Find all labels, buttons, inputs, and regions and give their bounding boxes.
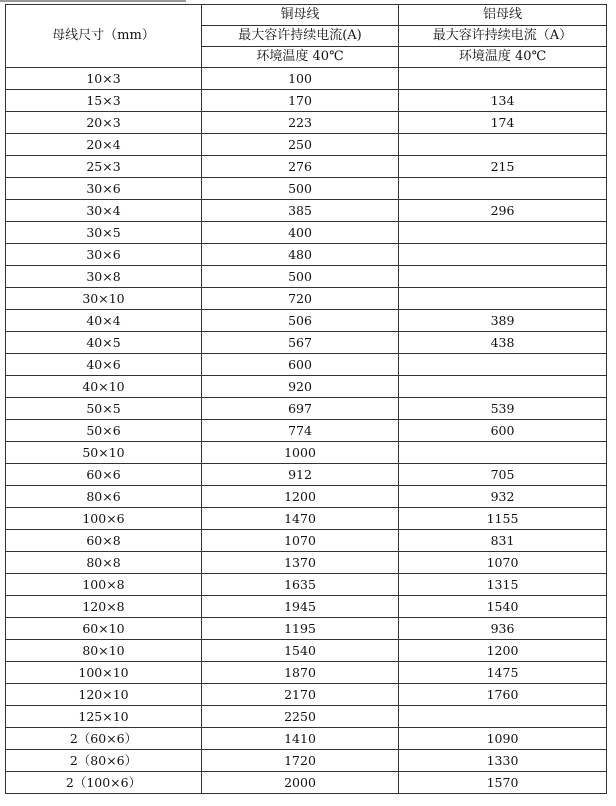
table-row: [6, 706, 607, 728]
cell-aluminum-current: [399, 68, 607, 90]
cell-size: 40×10: [6, 376, 202, 398]
cell-aluminum-current: [399, 288, 607, 310]
busbar-current-table: [5, 4, 607, 794]
cell-size: 2（100×6）: [6, 772, 202, 794]
cell-aluminum-current: 831: [399, 530, 607, 552]
cell-size: 10×3: [6, 68, 202, 90]
cell-aluminum-current: 1200: [399, 640, 607, 662]
header-row: [6, 5, 607, 26]
cell-copper-current: 276: [202, 156, 399, 178]
cell-copper-current: 2000: [202, 772, 399, 794]
header-copper-temp: 环境温度 40℃: [202, 47, 399, 68]
cell-copper-current: 385: [202, 200, 399, 222]
header-aluminum-current: 最大容许持续电流（A）: [399, 26, 607, 47]
cell-aluminum-current: 389: [399, 310, 607, 332]
cell-size: 80×8: [6, 552, 202, 574]
cell-copper-current: 912: [202, 464, 399, 486]
cell-aluminum-current: 600: [399, 420, 607, 442]
cell-copper-current: 1195: [202, 618, 399, 640]
cell-aluminum-current: 438: [399, 332, 607, 354]
table-row: [6, 376, 607, 398]
cell-copper-current: 400: [202, 222, 399, 244]
cell-aluminum-current: 296: [399, 200, 607, 222]
cell-copper-current: 500: [202, 266, 399, 288]
cell-aluminum-current: 1760: [399, 684, 607, 706]
cell-size: 100×8: [6, 574, 202, 596]
table-row: [6, 244, 607, 266]
cell-copper-current: 720: [202, 288, 399, 310]
table-row: [6, 222, 607, 244]
table-row: [6, 310, 607, 332]
cell-copper-current: 1470: [202, 508, 399, 530]
table-row: [6, 508, 607, 530]
cell-copper-current: 1540: [202, 640, 399, 662]
cell-copper-current: 1720: [202, 750, 399, 772]
cell-aluminum-current: 932: [399, 486, 607, 508]
header-copper-title: 铜母线: [202, 5, 399, 26]
header-size: 母线尺寸（mm）: [6, 5, 202, 68]
cell-copper-current: 1410: [202, 728, 399, 750]
cell-size: 80×10: [6, 640, 202, 662]
cell-size: 40×4: [6, 310, 202, 332]
header-aluminum-title: 铝母线: [399, 5, 607, 26]
cell-size: 60×6: [6, 464, 202, 486]
cell-aluminum-current: [399, 244, 607, 266]
table-row: [6, 332, 607, 354]
cell-size: 30×10: [6, 288, 202, 310]
cell-size: 30×5: [6, 222, 202, 244]
cell-aluminum-current: [399, 134, 607, 156]
cell-aluminum-current: [399, 222, 607, 244]
cell-copper-current: 774: [202, 420, 399, 442]
table-row: [6, 266, 607, 288]
cell-aluminum-current: 1090: [399, 728, 607, 750]
cell-size: 20×4: [6, 134, 202, 156]
cell-copper-current: 480: [202, 244, 399, 266]
cell-aluminum-current: 1570: [399, 772, 607, 794]
cell-copper-current: 100: [202, 68, 399, 90]
cell-size: 60×10: [6, 618, 202, 640]
cell-copper-current: 567: [202, 332, 399, 354]
cell-size: 50×10: [6, 442, 202, 464]
cell-aluminum-current: 1155: [399, 508, 607, 530]
table-row: [6, 552, 607, 574]
cell-aluminum-current: 215: [399, 156, 607, 178]
cell-aluminum-current: [399, 354, 607, 376]
table-row: [6, 684, 607, 706]
cell-copper-current: 2250: [202, 706, 399, 728]
cell-size: 30×8: [6, 266, 202, 288]
cell-size: 15×3: [6, 90, 202, 112]
table-row: [6, 530, 607, 552]
table-row: [6, 640, 607, 662]
cell-aluminum-current: [399, 376, 607, 398]
cell-aluminum-current: 1315: [399, 574, 607, 596]
table-row: [6, 750, 607, 772]
header-aluminum-temp: 环境温度 40℃: [399, 47, 607, 68]
cell-copper-current: 697: [202, 398, 399, 420]
cell-size: 2（60×6）: [6, 728, 202, 750]
cell-size: 120×8: [6, 596, 202, 618]
cell-size: 40×6: [6, 354, 202, 376]
cell-copper-current: 170: [202, 90, 399, 112]
table-row: [6, 354, 607, 376]
table-row: [6, 90, 607, 112]
table-row: [6, 464, 607, 486]
cell-size: 125×10: [6, 706, 202, 728]
header-copper-current: 最大容许持续电流(A): [202, 26, 399, 47]
cell-aluminum-current: 539: [399, 398, 607, 420]
table-row: [6, 112, 607, 134]
cell-size: 60×8: [6, 530, 202, 552]
cell-copper-current: 500: [202, 178, 399, 200]
cell-size: 20×3: [6, 112, 202, 134]
table-row: [6, 442, 607, 464]
cell-copper-current: 1200: [202, 486, 399, 508]
table-row: [6, 662, 607, 684]
cell-size: 30×4: [6, 200, 202, 222]
table-row: [6, 200, 607, 222]
table-row: [6, 156, 607, 178]
cell-aluminum-current: 134: [399, 90, 607, 112]
cell-copper-current: 250: [202, 134, 399, 156]
cell-size: 80×6: [6, 486, 202, 508]
table-row: [6, 728, 607, 750]
table-row: [6, 596, 607, 618]
cell-copper-current: 920: [202, 376, 399, 398]
table-row: [6, 618, 607, 640]
cell-copper-current: 223: [202, 112, 399, 134]
cell-aluminum-current: [399, 178, 607, 200]
cell-aluminum-current: [399, 706, 607, 728]
cell-size: 50×5: [6, 398, 202, 420]
table-row: [6, 574, 607, 596]
cell-aluminum-current: 1540: [399, 596, 607, 618]
cell-aluminum-current: 705: [399, 464, 607, 486]
cell-copper-current: 1945: [202, 596, 399, 618]
cell-copper-current: 1635: [202, 574, 399, 596]
cell-copper-current: 1070: [202, 530, 399, 552]
cell-aluminum-current: 1070: [399, 552, 607, 574]
cell-aluminum-current: [399, 442, 607, 464]
cell-size: 2（80×6）: [6, 750, 202, 772]
cell-copper-current: 2170: [202, 684, 399, 706]
table-row: [6, 420, 607, 442]
table-row: [6, 68, 607, 90]
cell-aluminum-current: [399, 266, 607, 288]
clipped-caption-line: [0, 0, 186, 2]
cell-size: 50×6: [6, 420, 202, 442]
cell-size: 100×10: [6, 662, 202, 684]
table-row: [6, 134, 607, 156]
table-row: [6, 178, 607, 200]
table-row: [6, 772, 607, 794]
cell-size: 30×6: [6, 178, 202, 200]
cell-copper-current: 1370: [202, 552, 399, 574]
cell-aluminum-current: 174: [399, 112, 607, 134]
table-row: [6, 288, 607, 310]
cell-size: 100×6: [6, 508, 202, 530]
cell-copper-current: 600: [202, 354, 399, 376]
cell-copper-current: 1870: [202, 662, 399, 684]
cell-aluminum-current: 1330: [399, 750, 607, 772]
table-row: [6, 398, 607, 420]
cell-size: 120×10: [6, 684, 202, 706]
cell-copper-current: 506: [202, 310, 399, 332]
cell-copper-current: 1000: [202, 442, 399, 464]
cell-size: 30×6: [6, 244, 202, 266]
cell-aluminum-current: 936: [399, 618, 607, 640]
table-row: [6, 486, 607, 508]
cell-size: 40×5: [6, 332, 202, 354]
cell-aluminum-current: 1475: [399, 662, 607, 684]
cell-size: 25×3: [6, 156, 202, 178]
